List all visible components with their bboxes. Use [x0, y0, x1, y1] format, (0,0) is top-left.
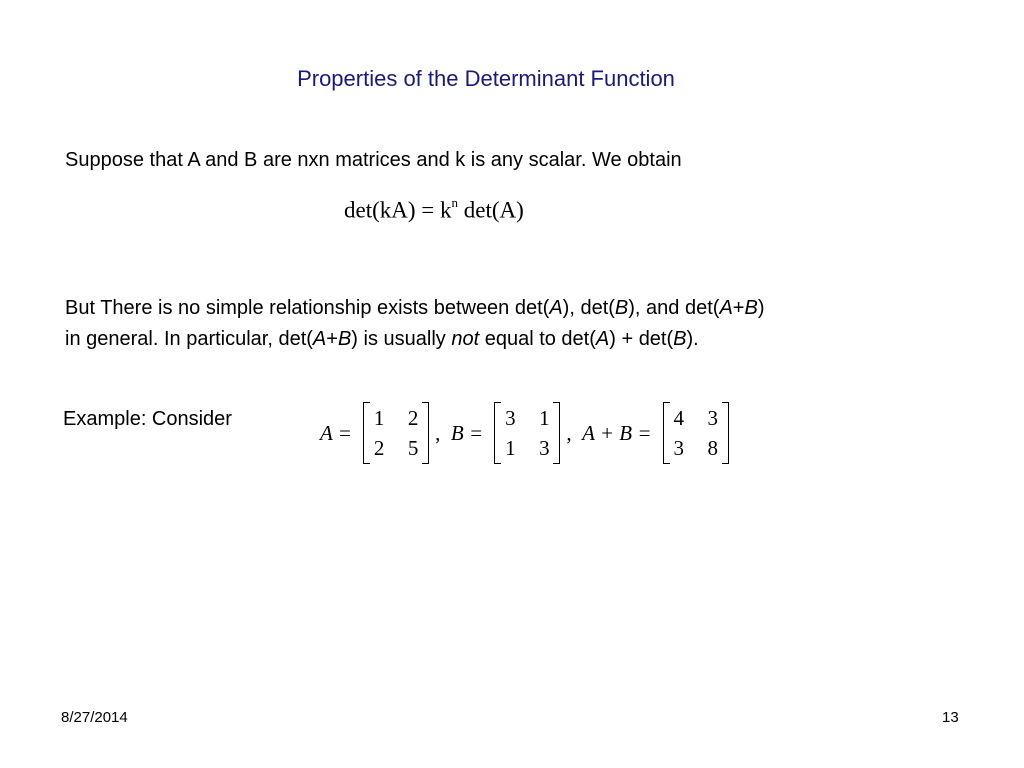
note-text: ). — [686, 328, 699, 350]
note-text: ), det( — [562, 297, 615, 319]
note-line-2 — [65, 325, 699, 354]
separator: , — [566, 420, 583, 445]
matrix-cell: 2 — [407, 406, 419, 430]
formula-lhs: det(kA) = k — [344, 197, 452, 223]
note-text: + — [326, 328, 338, 350]
page-number: 13 — [942, 709, 959, 726]
note-var: A — [719, 297, 733, 319]
separator: , — [435, 420, 451, 445]
formula-rhs: det(A) — [458, 197, 524, 223]
note-emphasis: not — [451, 328, 480, 350]
matrix-a-definition — [320, 402, 451, 464]
matrix-cell: 4 — [673, 406, 684, 430]
note-text: ), and det( — [628, 297, 720, 319]
formula-exponent: n — [451, 195, 458, 210]
example-label: Example: Consider — [63, 408, 232, 430]
note-var: B — [337, 328, 352, 350]
scalar-multiple-formula — [344, 197, 524, 224]
note-text: ) + det( — [609, 328, 674, 350]
matrix-equations — [320, 402, 735, 464]
matrix-cell: 1 — [505, 436, 516, 460]
footer-date: 8/27/2014 — [61, 709, 128, 726]
note-var: A — [549, 297, 563, 319]
note-var: A — [595, 328, 610, 350]
matrix-a — [363, 402, 429, 464]
note-var: B — [744, 297, 758, 319]
matrix-cell: 3 — [707, 406, 718, 430]
note-line-1 — [65, 294, 764, 323]
note-var: B — [614, 297, 629, 319]
note-text: But There is no simple relationship exists between det( — [65, 297, 550, 319]
matrix-b — [494, 402, 560, 464]
matrix-a-plus-b — [663, 402, 729, 464]
note-text: ) — [757, 297, 765, 319]
matrix-cell: 8 — [707, 436, 718, 460]
note-var: A — [312, 328, 327, 350]
matrix-cell: 1 — [539, 406, 550, 430]
note-text: equal to det( — [479, 328, 596, 350]
matrix-label: B = — [450, 420, 489, 445]
note-text: ) is usually — [351, 328, 452, 350]
intro-text: Suppose that A and B are nxn matrices and k is any scalar. We obtain — [65, 149, 682, 171]
note-var: B — [673, 328, 687, 350]
note-text: + — [732, 297, 745, 319]
matrix-cell: 1 — [373, 406, 385, 430]
matrix-cell: 2 — [373, 436, 385, 460]
matrix-cell: 5 — [407, 436, 419, 460]
slide-title: Properties of the Determinant Function — [297, 66, 675, 91]
matrix-cell: 3 — [673, 436, 684, 460]
matrix-label: A = — [320, 420, 358, 445]
matrix-b-definition — [451, 402, 582, 464]
note-text: in general. In particular, det( — [65, 328, 313, 350]
matrix-sum-definition — [582, 402, 735, 464]
matrix-label: A + B = — [582, 420, 657, 445]
matrix-cell: 3 — [505, 406, 516, 430]
matrix-cell: 3 — [539, 436, 550, 460]
